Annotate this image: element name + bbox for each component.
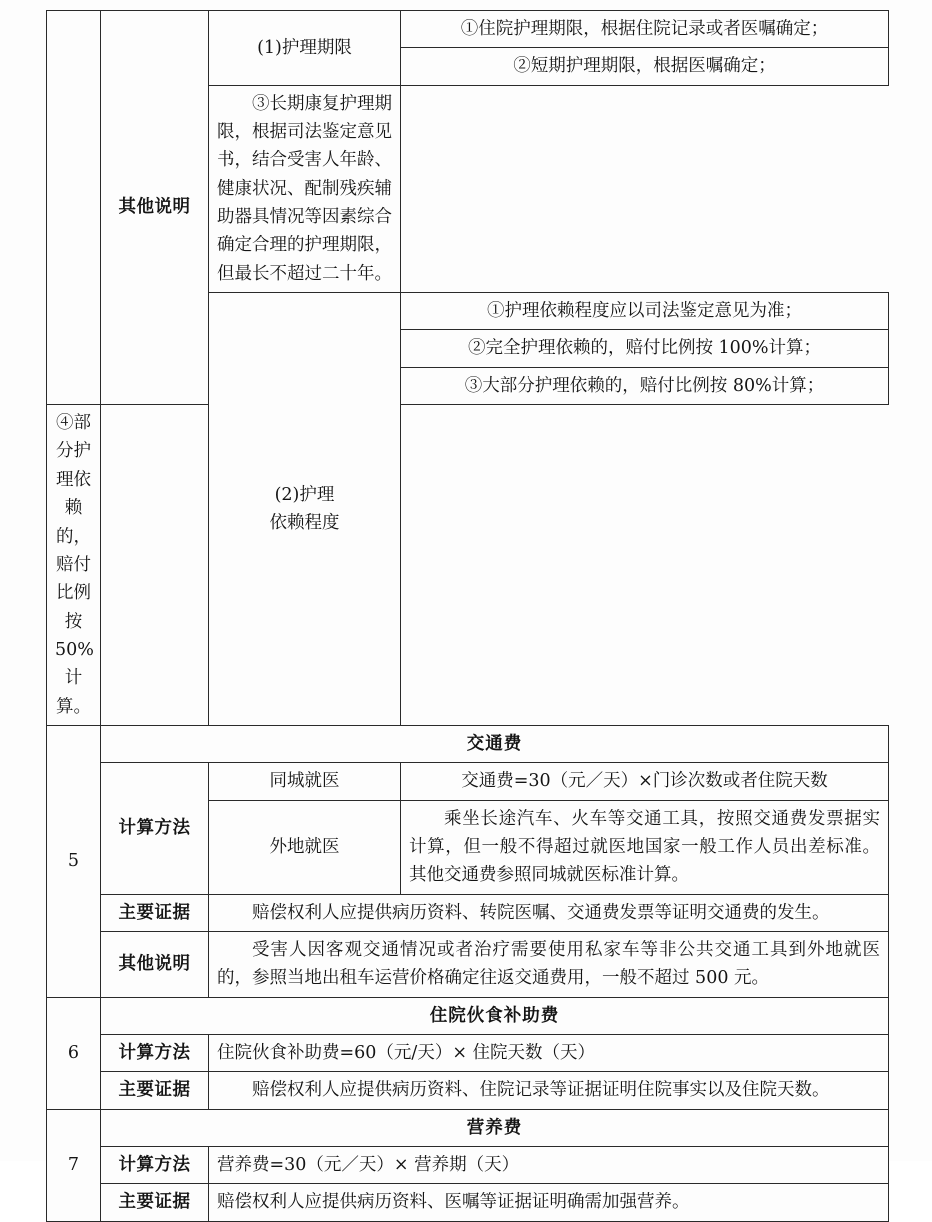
section7-calc-text: 营养费=30（元／天）× 营养期（天） <box>209 1147 889 1184</box>
nursing-duration-item-2: ②短期护理期限，根据医嘱确定； <box>401 48 889 85</box>
section5-calc-label: 计算方法 <box>101 763 209 894</box>
nursing-dependency-item-2: ②完全护理依赖的，赔付比例按 100%计算； <box>401 330 889 367</box>
nursing-dependency-sublabel-line1: (2)护理 <box>274 484 335 505</box>
section5-remote-text: 乘坐长途汽车、火车等交通工具，按照交通费发票据实计算，但一般不得超过就医地国家一般工作人员出差标准。其他交通费参照同城就医标准计算。 <box>401 800 889 894</box>
table-row <box>47 1147 889 1184</box>
nursing-duration-sublabel: (1)护理期限 <box>209 11 401 86</box>
nursing-other-label: 其他说明 <box>101 11 209 405</box>
section5-local-formula: 交通费=30（元／天）×门诊次数或者住院天数 <box>401 763 889 800</box>
section5-other-label: 其他说明 <box>101 931 209 997</box>
section6-index: 6 <box>47 997 101 1109</box>
table-row <box>47 1184 889 1221</box>
section5-evidence-text: 赔偿权利人应提供病历资料、转院医嘱、交通费发票等证明交通费的发生。 <box>209 894 889 931</box>
table-row <box>47 763 889 800</box>
table-row <box>47 1035 889 1072</box>
table-row <box>47 1109 889 1146</box>
section6-evidence-text: 赔偿权利人应提供病历资料、住院记录等证据证明住院事实以及住院天数。 <box>209 1072 889 1109</box>
table-row <box>47 894 889 931</box>
section6-evidence-label: 主要证据 <box>101 1072 209 1109</box>
section6-title: 住院伙食补助费 <box>101 997 889 1034</box>
table-row <box>47 931 889 997</box>
section5-index: 5 <box>47 725 101 997</box>
nursing-dependency-sublabel-line2: 依赖程度 <box>269 513 340 533</box>
table-row <box>47 405 889 726</box>
table-row <box>47 725 889 762</box>
compensation-standards-table <box>46 10 889 1222</box>
table-row <box>47 997 889 1034</box>
row-index-blank <box>47 11 101 405</box>
section7-evidence-label: 主要证据 <box>101 1184 209 1221</box>
section7-evidence-text: 赔偿权利人应提供病历资料、医嘱等证据证明确需加强营养。 <box>209 1184 889 1221</box>
section6-calc-label: 计算方法 <box>101 1035 209 1072</box>
table-row <box>47 11 889 48</box>
section7-title: 营养费 <box>101 1109 889 1146</box>
section7-index: 7 <box>47 1109 101 1221</box>
section7-calc-label: 计算方法 <box>101 1147 209 1184</box>
table-row <box>47 1072 889 1109</box>
section5-title: 交通费 <box>101 725 889 762</box>
section5-other-text: 受害人因客观交通情况或者治疗需要使用私家车等非公共交通工具到外地就医的，参照当地出租车运营价格确定往返交通费用，一般不超过 500 元。 <box>209 931 889 997</box>
section6-calc-text: 住院伙食补助费=60（元/天）× 住院天数（天） <box>209 1035 889 1072</box>
nursing-dependency-item-4: ④部分护理依赖的，赔付比例按 50%计算。 <box>47 405 101 726</box>
nursing-dependency-sublabel <box>209 293 401 726</box>
nursing-dependency-item-1: ①护理依赖程度应以司法鉴定意见为准； <box>401 293 889 330</box>
nursing-duration-item-1: ①住院护理期限，根据住院记录或者医嘱确定； <box>401 11 889 48</box>
nursing-dependency-item-3: ③大部分护理依赖的，赔付比例按 80%计算； <box>401 367 889 404</box>
section5-sub-remote: 外地就医 <box>209 800 401 894</box>
nursing-duration-item-3: ③长期康复护理期限，根据司法鉴定意见书，结合受害人年龄、健康状况、配制残疾辅助器具情况等因素综合确定合理的护理期限，但最长不超过二十年。 <box>209 85 401 292</box>
section5-evidence-label: 主要证据 <box>101 894 209 931</box>
section5-sub-local: 同城就医 <box>209 763 401 800</box>
